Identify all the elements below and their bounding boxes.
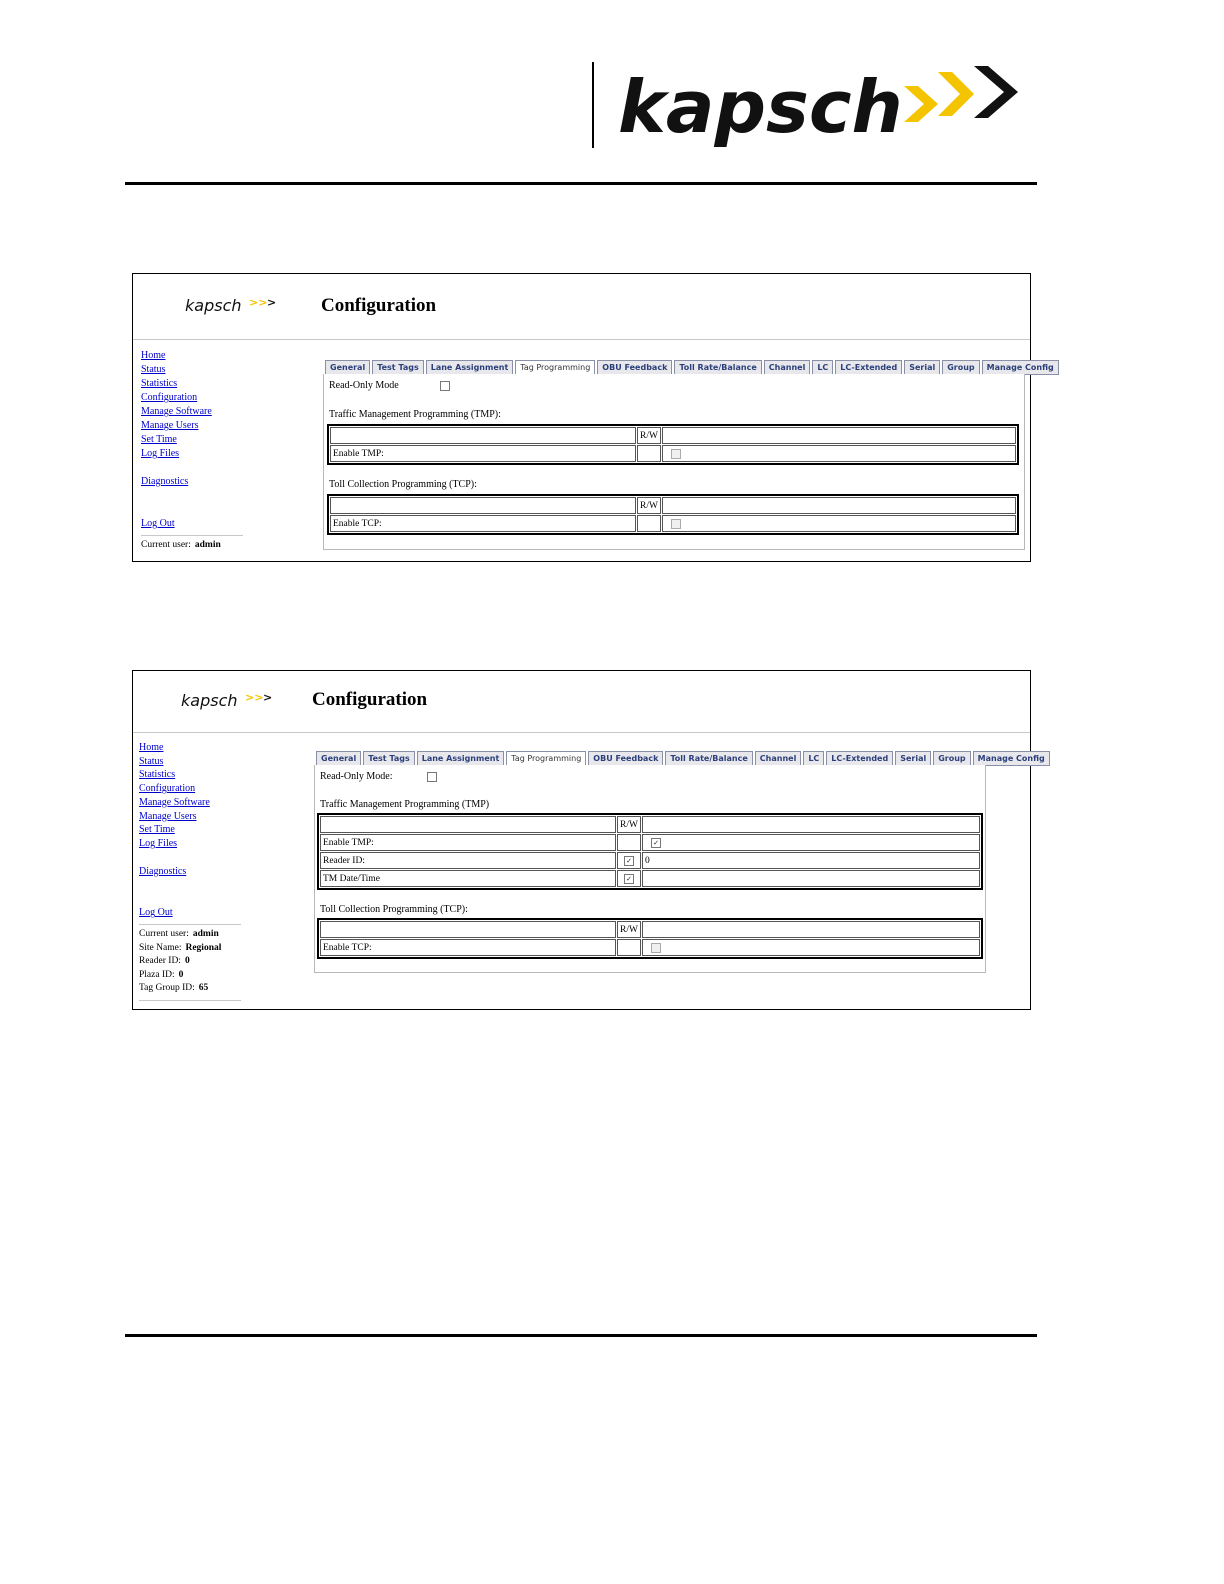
tmp-header-name <box>330 427 636 444</box>
tcp-row-value <box>642 939 980 956</box>
reader-id-rw-checkbox[interactable]: ✓ <box>624 856 634 866</box>
header-rule <box>125 182 1037 185</box>
tab-test-tags[interactable]: Test Tags <box>363 751 415 766</box>
tab-obu-feedback[interactable]: OBU Feedback <box>597 360 672 375</box>
sidebar-separator <box>139 1000 241 1001</box>
tab-obu-feedback[interactable]: OBU Feedback <box>588 751 663 766</box>
nav-home[interactable]: Home <box>141 350 166 361</box>
tag-group-id-info: Tag Group ID: 65 <box>139 983 209 994</box>
tab-channel[interactable]: Channel <box>764 360 811 375</box>
kapsch-mini-logo <box>179 687 279 715</box>
nav-home[interactable]: Home <box>139 742 164 753</box>
enable-tmp-checkbox[interactable]: ✓ <box>651 838 661 848</box>
tm-datetime-rw-checkbox[interactable]: ✓ <box>624 874 634 884</box>
tmp-row-rw <box>617 834 641 851</box>
tm-datetime-value <box>642 870 980 887</box>
read-only-checkbox[interactable] <box>427 772 437 782</box>
tcp-heading: Toll Collection Programming (TCP): <box>329 479 477 490</box>
nav-configuration[interactable]: Configuration <box>139 783 196 795</box>
tcp-header-value <box>662 497 1016 514</box>
tmp-row-label: Enable TMP: <box>330 445 636 462</box>
svg-text:>>: >> <box>249 296 268 309</box>
nav-set-time[interactable]: Set Time <box>139 824 175 836</box>
nav-diagnostics[interactable]: Diagnostics <box>141 476 189 487</box>
enable-tmp-checkbox[interactable] <box>671 449 681 459</box>
nav-status[interactable]: Status <box>139 755 164 767</box>
tab-general[interactable]: General <box>316 751 361 766</box>
tmp-row-rw <box>617 870 641 887</box>
tcp-rw-header: R/W <box>617 921 641 938</box>
nav-log-out[interactable]: Log Out <box>141 518 175 529</box>
tmp-row-rw <box>637 445 661 462</box>
nav-manage-software[interactable]: Manage Software <box>141 406 212 417</box>
nav-log-files[interactable]: Log Files <box>141 448 180 459</box>
svg-text:kapsch: kapsch <box>185 296 242 315</box>
tmp-header-value <box>662 427 1016 444</box>
nav-log-out[interactable]: Log Out <box>139 907 173 919</box>
tcp-row-rw <box>637 515 661 532</box>
sidebar-separator <box>139 924 241 925</box>
tab-lc-extended[interactable]: LC-Extended <box>826 751 893 766</box>
tcp-table <box>317 918 983 959</box>
tmp-heading: Traffic Management Programming (TMP): <box>329 409 501 420</box>
tmp-row-rw <box>617 852 641 869</box>
tcp-header-name <box>330 497 636 514</box>
reader-id-value-field[interactable]: 0 <box>642 852 980 869</box>
tmp-row-label: Reader ID: <box>320 852 616 869</box>
tcp-heading: Toll Collection Programming (TCP): <box>320 904 468 915</box>
header-divider <box>592 62 594 148</box>
tmp-heading: Traffic Management Programming (TMP) <box>320 799 490 810</box>
nav-status[interactable]: Status <box>141 364 166 375</box>
read-only-checkbox[interactable] <box>440 381 450 391</box>
config-tabs <box>316 751 1050 766</box>
site-name-info: Site Name: Regional <box>139 942 222 953</box>
nav-manage-software[interactable]: Manage Software <box>139 796 210 808</box>
nav-log-files[interactable]: Log Files <box>139 837 178 849</box>
footer-rule <box>125 1334 1037 1337</box>
tab-lc[interactable]: LC <box>812 360 833 375</box>
tab-test-tags[interactable]: Test Tags <box>372 360 424 375</box>
tmp-row-value <box>642 834 980 851</box>
nav-diagnostics[interactable]: Diagnostics <box>139 865 187 877</box>
tab-lc-extended[interactable]: LC-Extended <box>835 360 902 375</box>
tcp-row-rw <box>617 939 641 956</box>
tab-tag-programming[interactable]: Tag Programming <box>515 360 595 375</box>
svg-text:kapsch: kapsch <box>618 65 903 149</box>
tab-lc[interactable]: LC <box>803 751 824 766</box>
tcp-row-value <box>662 515 1016 532</box>
tcp-row-label: Enable TCP: <box>330 515 636 532</box>
tab-lane-assignment[interactable]: Lane Assignment <box>417 751 505 766</box>
sidebar-nav <box>141 349 243 553</box>
tmp-header-value <box>642 816 980 833</box>
svg-text:>: > <box>267 296 277 309</box>
tcp-header-name <box>320 921 616 938</box>
tab-serial[interactable]: Serial <box>904 360 940 375</box>
read-only-label: Read-Only Mode: <box>320 771 393 782</box>
sidebar-nav <box>139 741 241 1004</box>
svg-text:>: > <box>263 691 273 704</box>
tcp-table <box>327 494 1019 535</box>
tab-toll-rate-balance[interactable]: Toll Rate/Balance <box>674 360 761 375</box>
nav-manage-users[interactable]: Manage Users <box>139 810 197 822</box>
tab-general[interactable]: General <box>325 360 370 375</box>
tcp-header-value <box>642 921 980 938</box>
svg-text:>>: >> <box>245 691 264 704</box>
tab-group[interactable]: Group <box>942 360 979 375</box>
nav-statistics[interactable]: Statistics <box>139 769 176 781</box>
tab-serial[interactable]: Serial <box>895 751 931 766</box>
tmp-table <box>317 813 983 890</box>
tab-tag-programming[interactable]: Tag Programming <box>506 751 586 766</box>
tab-lane-assignment[interactable]: Lane Assignment <box>426 360 514 375</box>
tmp-row-value <box>662 445 1016 462</box>
plaza-id-info: Plaza ID: 0 <box>139 969 184 980</box>
current-user-info: Current user: admin <box>139 929 219 940</box>
enable-tcp-checkbox[interactable] <box>671 519 681 529</box>
reader-id-info: Reader ID: 0 <box>139 956 190 967</box>
svg-text:kapsch: kapsch <box>181 691 238 710</box>
tmp-rw-header: R/W <box>637 427 661 444</box>
sidebar-separator <box>141 535 243 536</box>
tmp-row-label: TM Date/Time <box>320 870 616 887</box>
config-screenshot-1 <box>132 273 1054 562</box>
page-title: Configuration <box>321 295 437 316</box>
tmp-table <box>327 424 1019 465</box>
tab-manage-config[interactable]: Manage Config <box>973 751 1050 766</box>
tab-channel[interactable]: Channel <box>755 751 802 766</box>
tmp-rw-header: R/W <box>617 816 641 833</box>
tcp-row-label: Enable TCP: <box>320 939 616 956</box>
tab-manage-config[interactable]: Manage Config <box>982 360 1059 375</box>
nav-configuration[interactable]: Configuration <box>141 392 198 403</box>
kapsch-mini-logo <box>183 292 283 320</box>
nav-statistics[interactable]: Statistics <box>141 378 178 389</box>
nav-manage-users[interactable]: Manage Users <box>141 420 199 431</box>
nav-set-time[interactable]: Set Time <box>141 434 177 445</box>
config-tabs <box>325 360 1059 375</box>
config-screenshot-2 <box>132 670 1045 1010</box>
page-title: Configuration <box>312 689 428 710</box>
tab-group[interactable]: Group <box>933 751 970 766</box>
tcp-rw-header: R/W <box>637 497 661 514</box>
enable-tcp-checkbox[interactable] <box>651 943 661 953</box>
tab-toll-rate-balance[interactable]: Toll Rate/Balance <box>665 751 752 766</box>
read-only-label: Read-Only Mode <box>329 380 399 391</box>
kapsch-logo <box>612 56 1032 156</box>
tmp-row-label: Enable TMP: <box>320 834 616 851</box>
tmp-header-name <box>320 816 616 833</box>
current-user-info: Current user: admin <box>141 540 221 550</box>
